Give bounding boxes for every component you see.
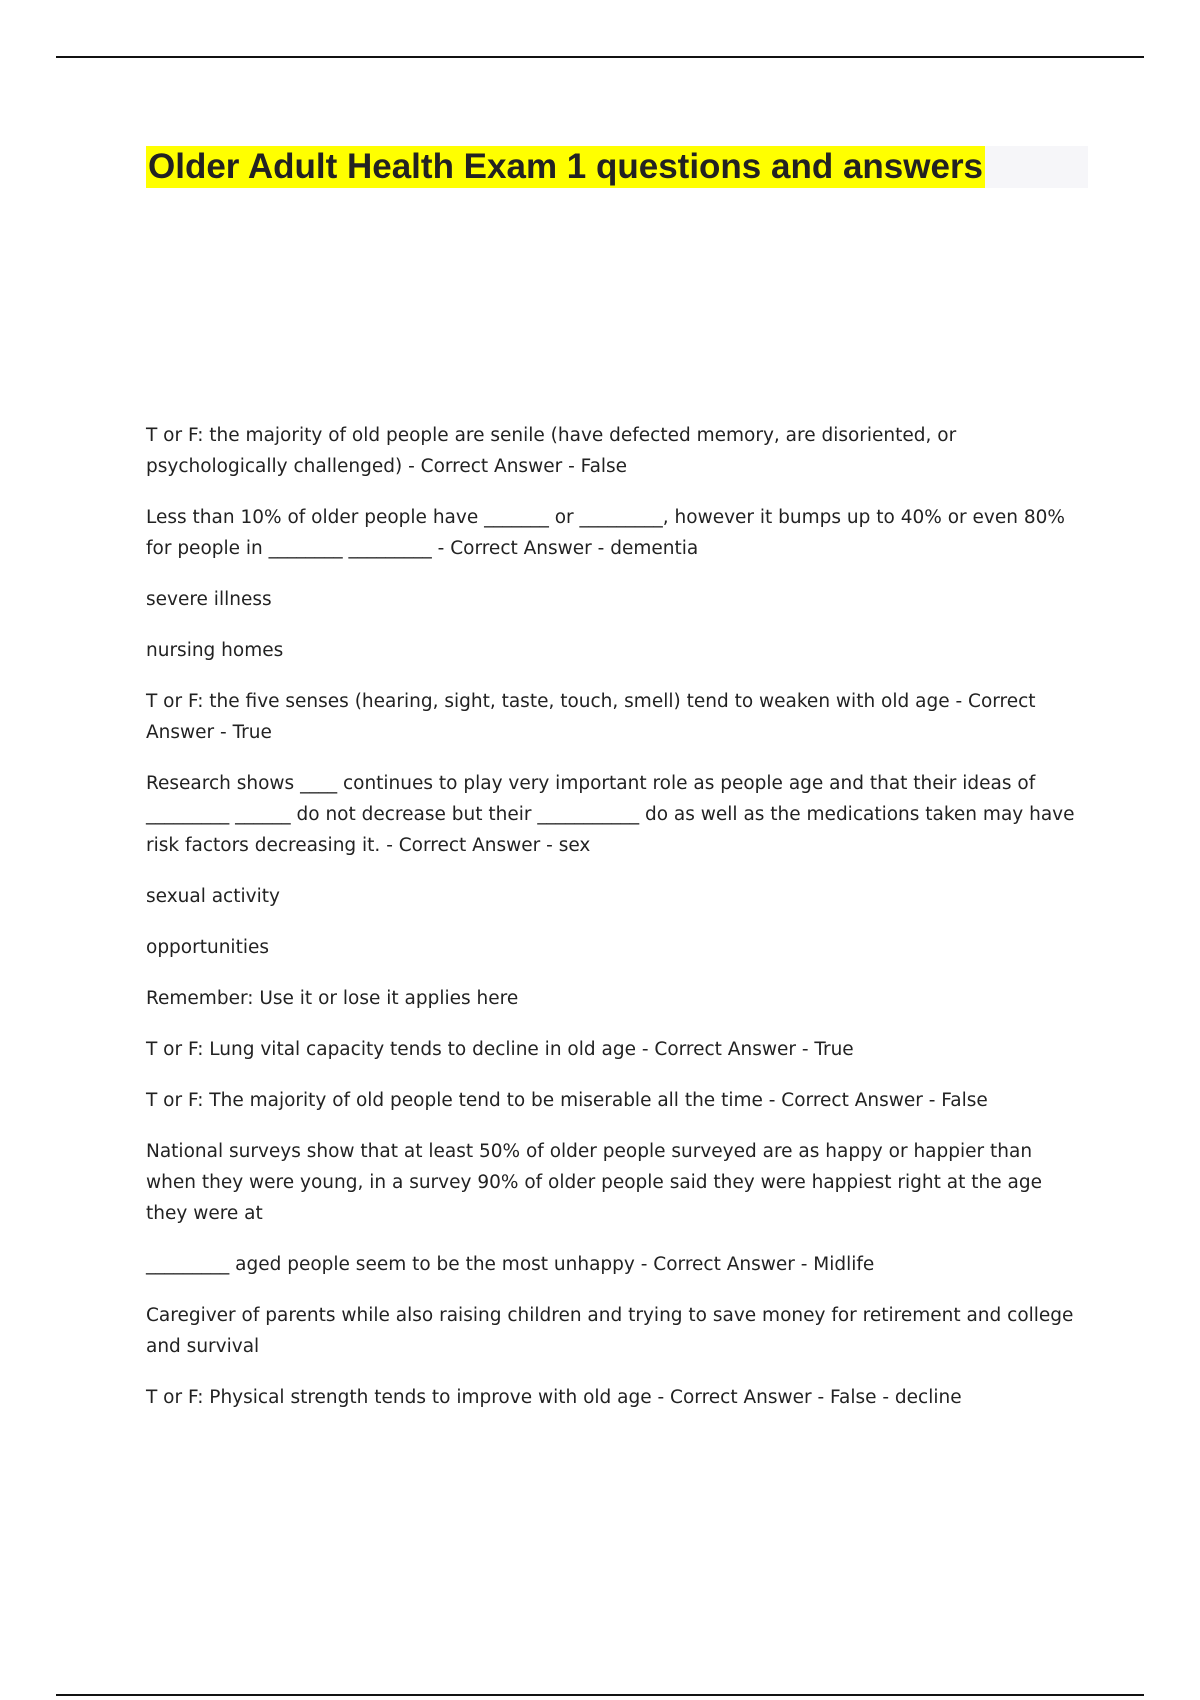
footer-rule — [56, 1694, 1144, 1696]
qa-paragraph: Research shows ____ continues to play very important role as people age and that their ideas of _________ ______ do not decrease but their ___________ do as well as the medications taken may have risk factors decreasing it. - Correct Answer - sex — [146, 773, 1075, 856]
header-rule — [56, 56, 1144, 58]
qa-paragraph: T or F: Physical strength tends to improve with old age - Correct Answer - False - decline — [146, 1387, 962, 1408]
qa-paragraph: National surveys show that at least 50% of older people surveyed are as happy or happier than when they were young, in a survey 90% of older people said they were happiest right at the age they were at — [146, 1141, 1042, 1224]
qa-paragraph: T or F: The majority of old people tend to be miserable all the time - Correct Answer - False — [146, 1090, 988, 1111]
document-title: Older Adult Health Exam 1 questions and answers — [148, 147, 984, 186]
qa-paragraph: T or F: the majority of old people are senile (have defected memory, are disoriented, or psychologically challenged) - Correct Answer - False — [146, 425, 957, 477]
qa-paragraph: Remember: Use it or lose it applies here — [146, 988, 519, 1009]
qa-paragraph: severe illness — [146, 589, 272, 610]
qa-paragraph: T or F: the five senses (hearing, sight, taste, touch, smell) tend to weaken with old age - Correct Answer - True — [146, 691, 1036, 743]
qa-paragraph: sexual activity — [146, 886, 280, 907]
qa-paragraph: opportunities — [146, 937, 269, 958]
qa-paragraph: Caregiver of parents while also raising children and trying to save money for retirement and college and survival — [146, 1305, 1074, 1357]
qa-paragraph: T or F: Lung vital capacity tends to decline in old age - Correct Answer - True — [146, 1039, 854, 1060]
qa-paragraph: nursing homes — [146, 640, 284, 661]
document-body — [146, 420, 1086, 1433]
qa-paragraph: Less than 10% of older people have _______ or _________, however it bumps up to 40% or even 80% for people in ________ _________ - Correct Answer - dementia — [146, 507, 1065, 559]
qa-paragraph: _________ aged people seem to be the most unhappy - Correct Answer - Midlife — [146, 1254, 875, 1275]
